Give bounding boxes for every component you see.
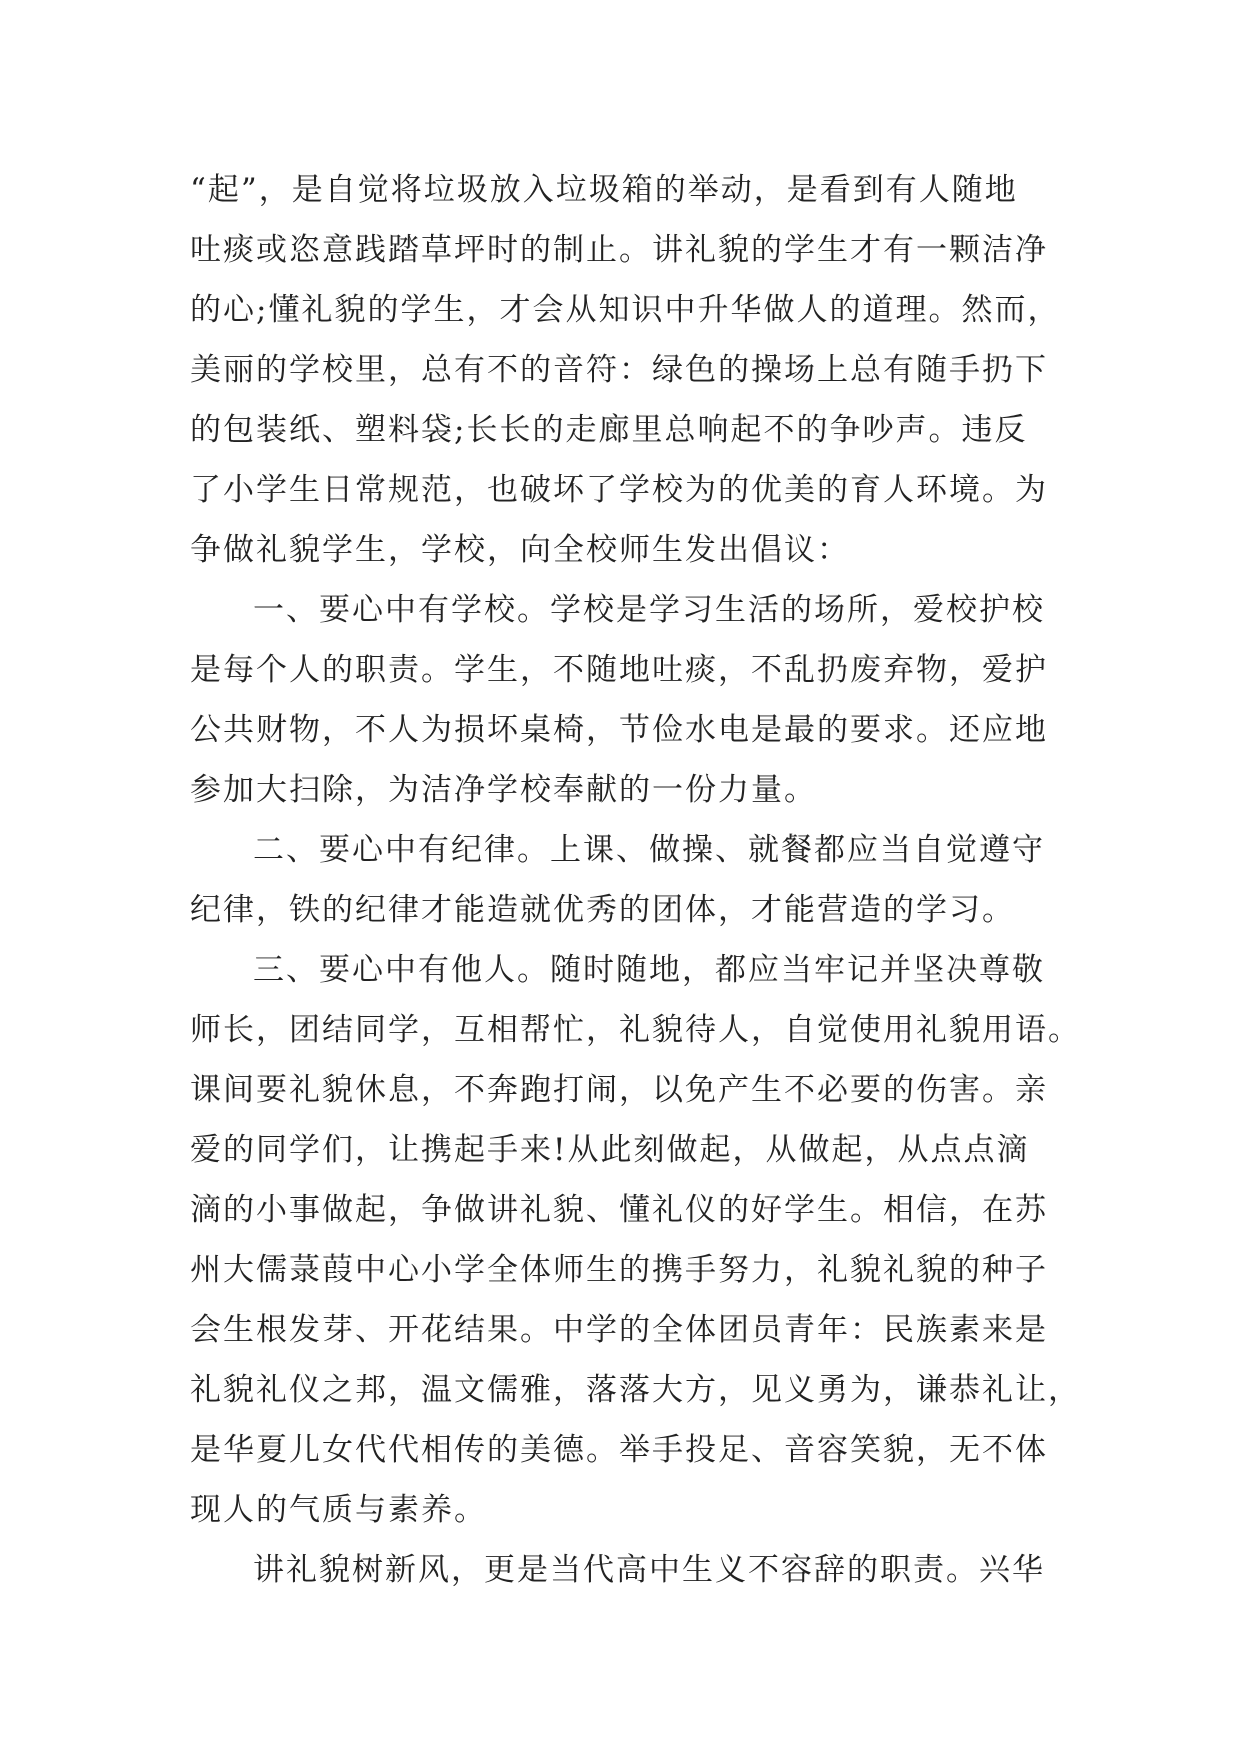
text-line: 美丽的学校里，总有不的音符：绿色的操场上总有随手扔下 — [190, 352, 1048, 388]
paragraph-start-line: 三、要心中有他人。随时随地，都应当牢记并坚决尊敬 — [253, 952, 1045, 988]
paragraph-start-line: 讲礼貌树新风，更是当代高中生义不容辞的职责。兴华 — [253, 1552, 1045, 1588]
paragraph-start-line: 二、要心中有纪律。上课、做操、就餐都应当自觉遵守 — [253, 832, 1045, 868]
text-line: 师长，团结同学，互相帮忙，礼貌待人，自觉使用礼貌用语。 — [190, 1012, 1081, 1048]
text-line: 礼貌礼仪之邦，温文儒雅，落落大方，见义勇为，谦恭礼让， — [190, 1372, 1081, 1408]
text-line: 的包装纸、塑料袋;长长的走廊里总响起不的争吵声。违反 — [190, 412, 1028, 448]
text-line: 争做礼貌学生，学校，向全校师生发出倡议： — [190, 532, 850, 568]
text-line: 参加大扫除，为洁净学校奉献的一份力量。 — [190, 772, 817, 808]
text-line: 现人的气质与素养。 — [190, 1492, 487, 1528]
text-line: 公共财物，不人为损坏桌椅，节俭水电是最的要求。还应地 — [190, 712, 1048, 748]
text-line: 纪律，铁的纪律才能造就优秀的团体，才能营造的学习。 — [190, 892, 1015, 928]
paragraph-start-line: 一、要心中有学校。学校是学习生活的场所，爱校护校 — [253, 592, 1045, 628]
text-line: 爱的同学们，让携起手来!从此刻做起，从做起，从点点滴 — [190, 1132, 1030, 1168]
text-line: 会生根发芽、开花结果。中学的全体团员青年：民族素来是 — [190, 1312, 1048, 1348]
text-line: 州大儒菉葭中心小学全体师生的携手努力，礼貌礼貌的种子 — [190, 1252, 1048, 1288]
text-line: 是华夏儿女代代相传的美德。举手投足、音容笑貌，无不体 — [190, 1432, 1048, 1468]
text-line: 是每个人的职责。学生，不随地吐痰，不乱扔废弃物，爱护 — [190, 652, 1048, 688]
text-line: 滴的小事做起，争做讲礼貌、懂礼仪的好学生。相信，在苏 — [190, 1192, 1048, 1228]
text-line: 课间要礼貌休息，不奔跑打闹，以免产生不必要的伤害。亲 — [190, 1072, 1048, 1108]
text-line: “起”，是自觉将垃圾放入垃圾箱的举动，是看到有人随地 — [190, 172, 1018, 208]
text-line: 了小学生日常规范，也破坏了学校为的优美的育人环境。为 — [190, 472, 1048, 508]
document-body — [190, 160, 1081, 1600]
text-line: 吐痰或恣意践踏草坪时的制止。讲礼貌的学生才有一颗洁净 — [190, 232, 1048, 268]
text-line: 的心;懂礼貌的学生，才会从知识中升华做人的道理。然而， — [190, 292, 1061, 328]
